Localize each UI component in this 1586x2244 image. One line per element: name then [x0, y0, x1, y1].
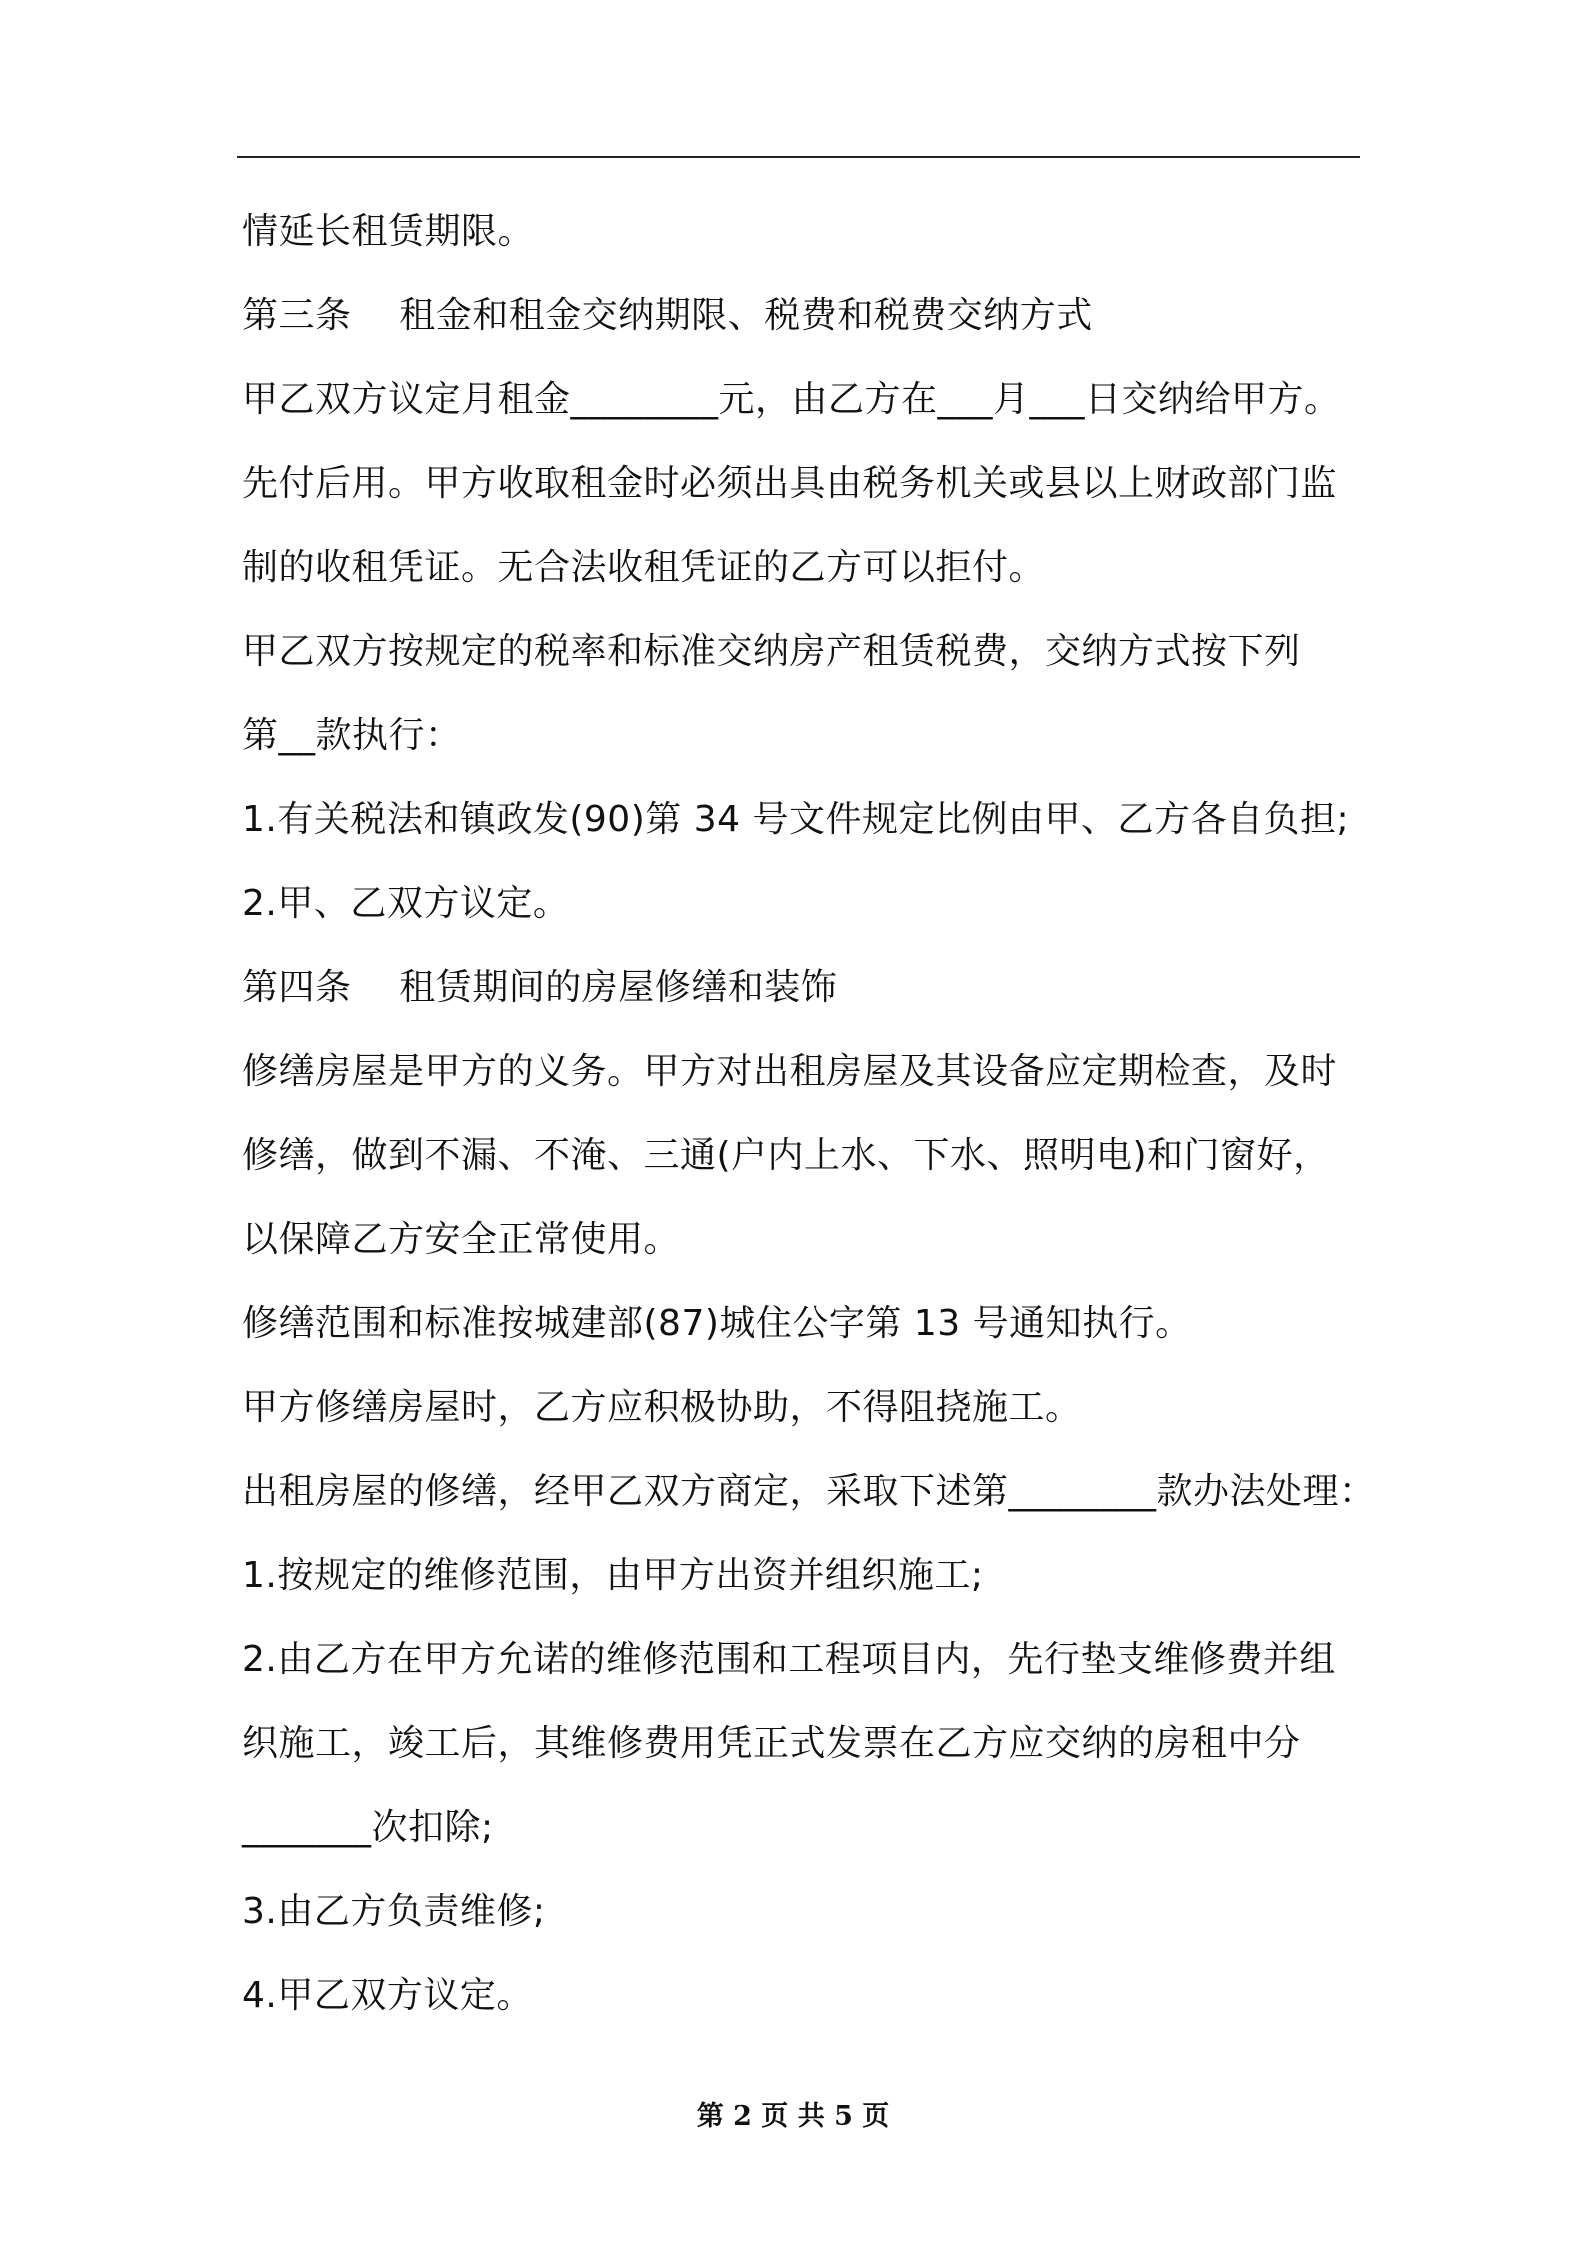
article-heading: 第三条 租金和租金交纳期限、税费和税费交纳方式: [242, 295, 1093, 336]
text-line: 织施工，竣工后，其维修费用凭正式发票在乙方应交纳的房租中分: [242, 1723, 1301, 1764]
text-line: 第__款执行：: [242, 715, 462, 756]
list-item: 2.由乙方在甲方允诺的维修范围和工程项目内，先行垫支维修费并组: [242, 1639, 1336, 1680]
text-line: 修缮，做到不漏、不淹、三通(户内上水、下水、照明电)和门窗好，: [242, 1135, 1330, 1176]
list-item: 1.按规定的维修范围，由甲方出资并组织施工;: [242, 1555, 984, 1596]
text-line: _______次扣除;: [242, 1807, 494, 1848]
text-line: 情延长租赁期限。: [242, 211, 535, 252]
document-body: [242, 190, 1376, 2038]
text-line: 修缮房屋是甲方的义务。甲方对出租房屋及其设备应定期检查，及时: [242, 1051, 1338, 1092]
text-line: 以保障乙方安全正常使用。: [242, 1219, 681, 1260]
list-item: 2.甲、乙双方议定。: [242, 883, 570, 924]
article-heading: 第四条 租赁期间的房屋修缮和装饰: [242, 967, 838, 1008]
text-line: 甲乙双方按规定的税率和标准交纳房产租赁税费，交纳方式按下列: [242, 631, 1301, 672]
header-rule: [237, 156, 1360, 158]
text-line: 先付后用。甲方收取租金时必须出具由税务机关或县以上财政部门监: [242, 463, 1338, 504]
text-line: 甲方修缮房屋时，乙方应积极协助，不得阻挠施工。: [242, 1387, 1082, 1428]
text-line: 修缮范围和标准按城建部(87)城住公字第 13 号通知执行。: [242, 1303, 1192, 1344]
list-item: 3.由乙方负责维修;: [242, 1891, 546, 1932]
page-number: 第 2 页 共 5 页: [696, 2101, 890, 2132]
list-item: 1.有关税法和镇政发(90)第 34 号文件规定比例由甲、乙方各自负担;: [242, 799, 1350, 840]
list-item: 4.甲乙双方议定。: [242, 1975, 533, 2016]
text-line: 甲乙双方议定月租金________元，由乙方在___月___日交纳给甲方。: [242, 379, 1341, 420]
text-line: 制的收租凭证。无合法收租凭证的乙方可以拒付。: [242, 547, 1046, 588]
text-line: 出租房屋的修缮，经甲乙双方商定，采取下述第________款办法处理：: [242, 1471, 1376, 1512]
